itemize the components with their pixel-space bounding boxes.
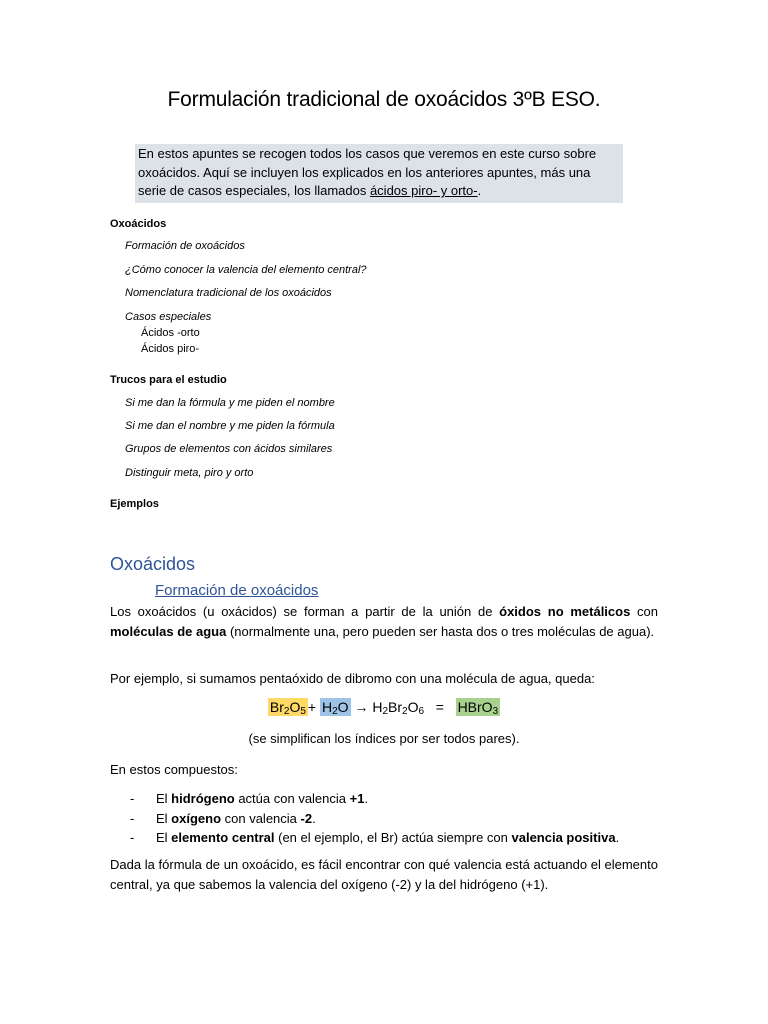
- p1-bold-agua: moléculas de agua: [110, 623, 227, 639]
- toc-nomenclatura[interactable]: Nomenclatura tradicional de los oxoácidos: [125, 287, 332, 299]
- toc-t1[interactable]: Si me dan la fórmula y me piden el nombre: [125, 397, 335, 409]
- valence-list: [130, 789, 619, 848]
- intro-box: [135, 144, 623, 203]
- simplification-note: (se simplifican los índices por ser todos pares).: [248, 731, 520, 746]
- p1-text-c: con: [630, 604, 659, 619]
- p1-text-a: Los oxoácidos (u oxácidos) se forman a partir de la unión de: [110, 604, 500, 619]
- toc-t3[interactable]: Grupos de elementos con ácidos similares: [125, 443, 333, 455]
- list-item: - El oxígeno con valencia -2.: [130, 810, 316, 826]
- list-item: - El elemento central (en el ejemplo, el Br) actúa siempre con valencia positiva.: [130, 830, 620, 845]
- toc-trucos[interactable]: Trucos para el estudio: [110, 374, 227, 386]
- p1-bold-oxidos: óxidos no metálicos: [499, 604, 631, 619]
- intro-end: .: [477, 183, 482, 198]
- product-simplified: HBrO$_3$: [457, 699, 499, 717]
- paragraph-formacion: [110, 602, 658, 641]
- chemical-equation: [0, 699, 768, 717]
- list-item: - El hidrógeno actúa con valencia +1.: [130, 791, 369, 806]
- intro-text: En estos apuntes se recogen todos los casos que veremos en este curso sobre oxoácidos. Aquí se incluyen los explicados en los anteriores apuntes, más una serie de casos especiales, los llamados: [138, 146, 597, 198]
- section-subheading: Formación de oxoácidos: [155, 582, 319, 599]
- toc-piro[interactable]: Ácidos piro-: [141, 343, 200, 355]
- toc-formacion[interactable]: Formación de oxoácidos: [125, 240, 245, 252]
- toc-casos[interactable]: Casos especiales: [125, 311, 212, 323]
- toc-t4[interactable]: Distinguir meta, piro y orto: [125, 467, 254, 479]
- equals-sign: =: [435, 699, 444, 715]
- plus-sign: +: [307, 699, 317, 715]
- toc-t2[interactable]: Si me dan el nombre y me piden la fórmula: [125, 420, 335, 432]
- toc-orto[interactable]: Ácidos -orto: [141, 327, 200, 339]
- p1-text-e: (normalmente una, pero pueden ser hasta dos o tres moléculas de agua).: [226, 623, 655, 639]
- intro-link[interactable]: ácidos piro- y orto-: [369, 183, 478, 198]
- arrow-icon: →: [354, 699, 369, 715]
- document-title: Formulación tradicional de oxoácidos 3ºB ESO.: [167, 88, 601, 111]
- toc-ejemplos[interactable]: Ejemplos: [110, 498, 159, 510]
- toc-oxoacidos[interactable]: Oxoácidos: [110, 218, 167, 230]
- paragraph-ejemplo: Por ejemplo, si sumamos pentaóxido de dibromo con una molécula de agua, queda:: [110, 671, 595, 686]
- section-heading: Oxoácidos: [110, 554, 196, 574]
- paragraph-compuestos: En estos compuestos:: [110, 762, 238, 777]
- paragraph-valencia: Dada la fórmula de un oxoácido, es fácil encontrar con qué valencia está actuando el elemento central, ya que sabemos la valencia del oxígeno (-2) y la del hidrógeno (+1).: [110, 857, 658, 892]
- reactant-oxide: $Br_2O_5$: [269, 699, 306, 717]
- reactant-water: $H_2O$: [321, 699, 349, 717]
- toc-como[interactable]: ¿Cómo conocer la valencia del elemento central?: [125, 264, 367, 276]
- product-unsimplified: $H_2Br_2O_6$: [372, 699, 425, 717]
